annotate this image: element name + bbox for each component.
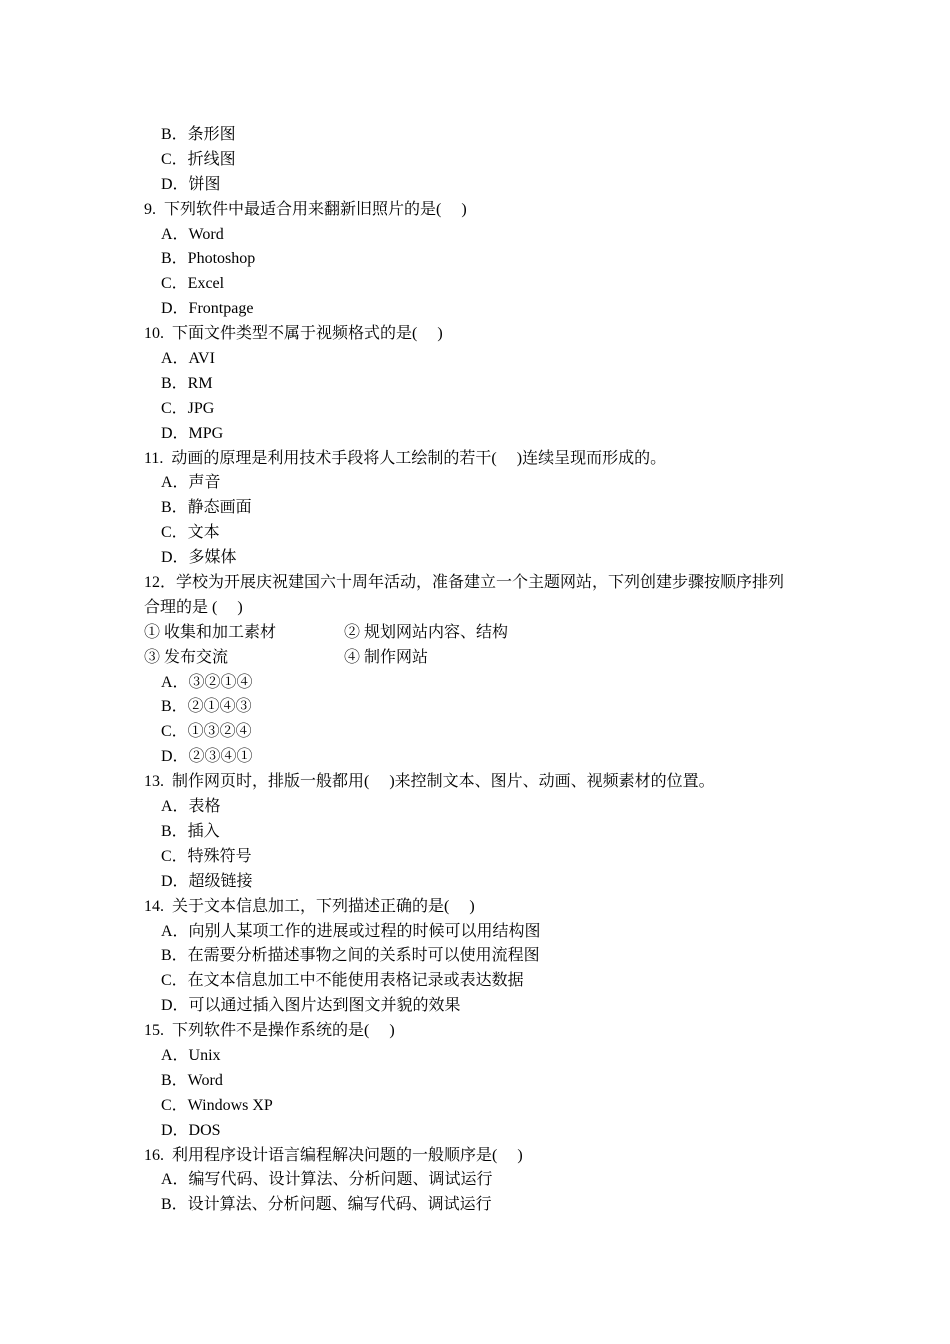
option: C．Windows XP — [161, 1096, 273, 1114]
option: C．①③②④ — [161, 723, 252, 741]
option: C．JPG — [161, 399, 215, 417]
step-item: ① 收集和加工素材 — [144, 623, 277, 641]
option: D．多媒体 — [161, 549, 237, 567]
option: C．特殊符号 — [161, 847, 252, 865]
question-stem: 10. 下面文件类型不属于视频格式的是( ) — [144, 325, 443, 343]
option: A．表格 — [161, 798, 221, 816]
option: B．②①④③ — [161, 698, 252, 716]
option: D．Frontpage — [161, 300, 254, 318]
option: A．编写代码、设计算法、分析问题、调试运行 — [161, 1171, 493, 1189]
question-stem: 15. 下列软件不是操作系统的是( ) — [144, 1022, 395, 1040]
question-stem: 14. 关于文本信息加工，下列描述正确的是( ) — [144, 897, 475, 915]
option: C．Excel — [161, 275, 225, 293]
question-list — [144, 123, 824, 1218]
option: B．Photoshop — [161, 250, 256, 268]
option: D．MPG — [161, 424, 224, 442]
step-item: ④ 制作网站 — [344, 648, 429, 666]
question-13 — [144, 770, 824, 894]
question-stem-continued: 合理的是 ( ) — [144, 598, 243, 616]
step-item: ③ 发布交流 — [144, 648, 229, 666]
question-16 — [144, 1144, 824, 1219]
option: D．饼图 — [161, 175, 221, 193]
option: B．插入 — [161, 822, 220, 840]
option: B．Word — [161, 1071, 223, 1089]
option: C．在文本信息加工中不能使用表格记录或表达数据 — [161, 972, 524, 990]
option: D．②③④① — [161, 748, 253, 766]
option: A．Word — [161, 225, 224, 243]
step-row — [144, 621, 824, 646]
question-stem: 11. 动画的原理是利用技术手段将人工绘制的若干( )连续呈现而形成的。 — [144, 449, 667, 467]
option: B．静态画面 — [161, 499, 252, 517]
step-item: ② 规划网站内容、结构 — [344, 623, 509, 641]
option: D．DOS — [161, 1121, 221, 1139]
option: A．声音 — [161, 474, 221, 492]
option: B．设计算法、分析问题、编写代码、调试运行 — [161, 1196, 492, 1214]
question-stem: 13. 制作网页时，排版一般都用( )来控制文本、图片、动画、视频素材的位置。 — [144, 773, 715, 791]
question-15 — [144, 1019, 824, 1143]
option: A．Unix — [161, 1046, 221, 1064]
option: D．超级链接 — [161, 872, 253, 890]
question-9 — [144, 198, 824, 322]
question-stem: 12．学校为开展庆祝建国六十周年活动，准备建立一个主题网站，下列创建步骤按顺序排列 — [144, 574, 785, 592]
option: B．条形图 — [161, 126, 236, 143]
option: A．③②①④ — [161, 673, 253, 691]
question-14 — [144, 895, 824, 1019]
option: A．AVI — [161, 350, 215, 368]
question-stem: 9. 下列软件中最适合用来翻新旧照片的是( ) — [144, 200, 467, 218]
question-stem: 16. 利用程序设计语言编程解决问题的一般顺序是( ) — [144, 1146, 523, 1164]
step-row — [144, 646, 824, 671]
option: A．向别人某项工作的进展或过程的时候可以用结构图 — [161, 922, 541, 940]
question-10 — [144, 322, 824, 446]
question-11 — [144, 447, 824, 571]
option: B．在需要分析描述事物之间的关系时可以使用流程图 — [161, 947, 540, 965]
option: D．可以通过插入图片达到图文并貌的效果 — [161, 997, 461, 1015]
option: C．折线图 — [161, 150, 236, 168]
option: C．文本 — [161, 524, 220, 542]
question-12 — [144, 571, 824, 770]
option: B．RM — [161, 374, 213, 392]
